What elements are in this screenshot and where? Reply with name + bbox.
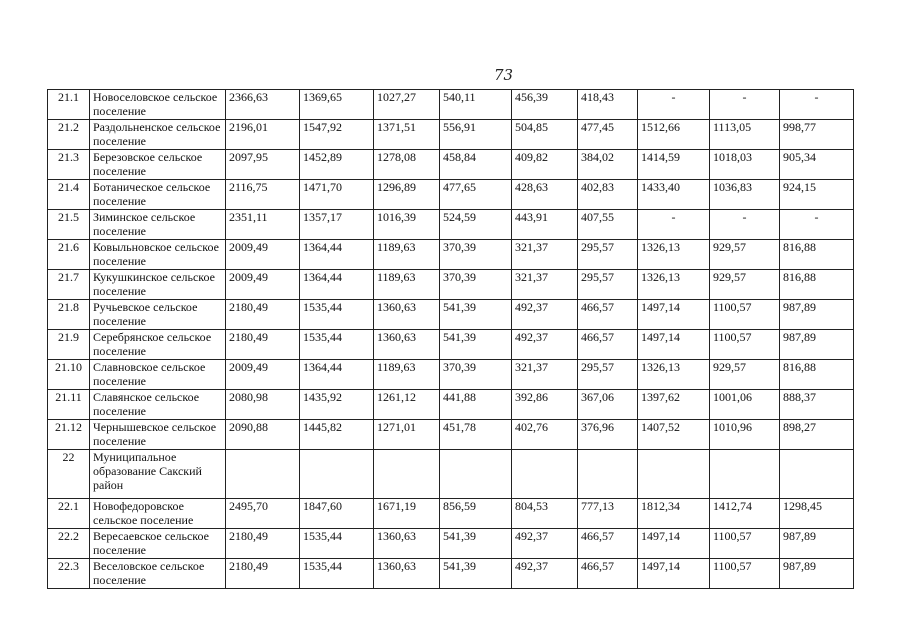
table-row <box>48 120 854 150</box>
table-row <box>48 270 854 300</box>
row-number: 21.4 <box>48 180 90 210</box>
table-row <box>48 330 854 360</box>
tariff-value-5: 443,91 <box>512 210 578 240</box>
tariff-value-1: 2351,11 <box>226 210 300 240</box>
tariff-value-5: 804,53 <box>512 499 578 529</box>
tariff-value-4: 477,65 <box>440 180 512 210</box>
table-row <box>48 90 854 120</box>
tariff-value-5: 402,76 <box>512 420 578 450</box>
tariff-value-4: 556,91 <box>440 120 512 150</box>
tariff-value-8: - <box>710 210 780 240</box>
row-number: 21.3 <box>48 150 90 180</box>
tariff-value-9: 987,89 <box>780 330 854 360</box>
tariff-value-2: 1535,44 <box>300 330 374 360</box>
tariff-value-5: 321,37 <box>512 360 578 390</box>
tariff-value-6: 376,96 <box>578 420 638 450</box>
settlement-name: Славновское сельское поселение <box>90 360 226 390</box>
settlement-name: Новофедоровское сельское поселение <box>90 499 226 529</box>
tariff-value-5: 321,37 <box>512 270 578 300</box>
tariff-value-5: 321,37 <box>512 240 578 270</box>
tariff-value-9: 905,34 <box>780 150 854 180</box>
tariff-value-1: 2180,49 <box>226 529 300 559</box>
tariff-value-8: 1036,83 <box>710 180 780 210</box>
tariff-value-1: 2009,49 <box>226 270 300 300</box>
table-row <box>48 420 854 450</box>
tariff-value-2: 1847,60 <box>300 499 374 529</box>
tariff-value-3: 1271,01 <box>374 420 440 450</box>
tariff-value-5: 504,85 <box>512 120 578 150</box>
tariff-value-7: 1407,52 <box>638 420 710 450</box>
tariff-value-1: 2196,01 <box>226 120 300 150</box>
tariff-value-2: 1535,44 <box>300 300 374 330</box>
tariff-value-8: 1010,96 <box>710 420 780 450</box>
tariff-value-1: 2116,75 <box>226 180 300 210</box>
tariff-value-6: 295,57 <box>578 270 638 300</box>
tariff-value-6: 384,02 <box>578 150 638 180</box>
tariff-value-4: 441,88 <box>440 390 512 420</box>
tariff-value-9: 816,88 <box>780 360 854 390</box>
tariff-value-5 <box>512 450 578 499</box>
tariff-value-4: 541,39 <box>440 559 512 589</box>
tariff-value-4: 458,84 <box>440 150 512 180</box>
tariff-value-1: 2080,98 <box>226 390 300 420</box>
tariff-value-5: 392,86 <box>512 390 578 420</box>
table-row <box>48 150 854 180</box>
tariff-value-1: 2180,49 <box>226 559 300 589</box>
tariff-value-7: 1497,14 <box>638 330 710 360</box>
tariff-value-2: 1547,92 <box>300 120 374 150</box>
tariff-value-4: 524,59 <box>440 210 512 240</box>
tariff-value-2: 1435,92 <box>300 390 374 420</box>
tariff-value-7: 1812,34 <box>638 499 710 529</box>
tariff-value-6: 466,57 <box>578 330 638 360</box>
tariff-value-3: 1027,27 <box>374 90 440 120</box>
tariff-value-9 <box>780 450 854 499</box>
tariff-value-6: 466,57 <box>578 529 638 559</box>
tariff-value-6 <box>578 450 638 499</box>
tariff-value-4: 541,39 <box>440 529 512 559</box>
settlement-name: Ручьевское сельское поселение <box>90 300 226 330</box>
table-row <box>48 360 854 390</box>
row-number: 21.11 <box>48 390 90 420</box>
row-number: 21.1 <box>48 90 90 120</box>
table-row <box>48 390 854 420</box>
tariff-value-4: 856,59 <box>440 499 512 529</box>
tariff-value-9: 1298,45 <box>780 499 854 529</box>
tariff-value-9: 816,88 <box>780 270 854 300</box>
tariff-value-7: 1497,14 <box>638 529 710 559</box>
row-number: 21.10 <box>48 360 90 390</box>
tariff-value-4: 541,39 <box>440 330 512 360</box>
tariff-value-7: 1497,14 <box>638 300 710 330</box>
tariff-value-1: 2180,49 <box>226 300 300 330</box>
settlement-name: Муниципальное образование Сакский район <box>90 450 226 499</box>
tariff-value-9: 987,89 <box>780 300 854 330</box>
tariff-value-3: 1371,51 <box>374 120 440 150</box>
tariff-value-1: 2180,49 <box>226 330 300 360</box>
tariff-value-6: 477,45 <box>578 120 638 150</box>
tariff-value-5: 492,37 <box>512 300 578 330</box>
tariff-value-1: 2366,63 <box>226 90 300 120</box>
settlement-name: Чернышевское сельское поселение <box>90 420 226 450</box>
tariff-value-9: 987,89 <box>780 529 854 559</box>
tariff-value-8: 1100,57 <box>710 529 780 559</box>
tariff-value-7: - <box>638 90 710 120</box>
tariff-value-3: 1360,63 <box>374 330 440 360</box>
tariff-value-2: 1364,44 <box>300 360 374 390</box>
settlement-name: Кукушкинское сельское поселение <box>90 270 226 300</box>
tariff-value-3: 1671,19 <box>374 499 440 529</box>
tariff-value-3: 1296,89 <box>374 180 440 210</box>
tariff-value-8: 929,57 <box>710 360 780 390</box>
tariff-value-6: 295,57 <box>578 240 638 270</box>
tariff-value-1: 2009,49 <box>226 240 300 270</box>
tariff-value-4: 540,11 <box>440 90 512 120</box>
tariff-value-3: 1360,63 <box>374 529 440 559</box>
table-row <box>48 529 854 559</box>
tariff-value-7: 1326,13 <box>638 270 710 300</box>
tariff-value-3: 1189,63 <box>374 270 440 300</box>
table-row <box>48 559 854 589</box>
tariff-value-1: 2495,70 <box>226 499 300 529</box>
tariff-value-4: 451,78 <box>440 420 512 450</box>
table-row <box>48 300 854 330</box>
row-number: 21.7 <box>48 270 90 300</box>
row-number: 22.3 <box>48 559 90 589</box>
tariff-value-8: 1100,57 <box>710 300 780 330</box>
tariff-value-1: 2090,88 <box>226 420 300 450</box>
tariff-value-2: 1535,44 <box>300 529 374 559</box>
tariff-value-2: 1364,44 <box>300 240 374 270</box>
tariff-value-6: 466,57 <box>578 559 638 589</box>
table-row <box>48 180 854 210</box>
tariff-value-7: - <box>638 210 710 240</box>
row-number: 22 <box>48 450 90 499</box>
tariff-value-4: 541,39 <box>440 300 512 330</box>
tariff-value-2: 1357,17 <box>300 210 374 240</box>
settlement-name: Серебрянское сельское поселение <box>90 330 226 360</box>
tariff-value-8: 1100,57 <box>710 330 780 360</box>
tariff-value-6: 295,57 <box>578 360 638 390</box>
tariff-value-7 <box>638 450 710 499</box>
tariff-value-2 <box>300 450 374 499</box>
tariff-value-1: 2097,95 <box>226 150 300 180</box>
row-number: 21.8 <box>48 300 90 330</box>
table-row <box>48 499 854 529</box>
tariff-value-9: 898,27 <box>780 420 854 450</box>
tariff-value-6: 418,43 <box>578 90 638 120</box>
tariff-value-9: 816,88 <box>780 240 854 270</box>
tariff-value-2: 1452,89 <box>300 150 374 180</box>
tariff-value-6: 466,57 <box>578 300 638 330</box>
tariff-value-3 <box>374 450 440 499</box>
tariff-value-7: 1326,13 <box>638 360 710 390</box>
tariff-value-5: 492,37 <box>512 559 578 589</box>
tariff-value-7: 1497,14 <box>638 559 710 589</box>
tariff-value-3: 1261,12 <box>374 390 440 420</box>
tariff-value-9: 888,37 <box>780 390 854 420</box>
row-number: 21.5 <box>48 210 90 240</box>
tariff-value-5: 428,63 <box>512 180 578 210</box>
tariff-value-6: 402,83 <box>578 180 638 210</box>
tariff-value-9: - <box>780 210 854 240</box>
table-body <box>48 90 854 589</box>
tariff-value-2: 1369,65 <box>300 90 374 120</box>
tariff-value-3: 1189,63 <box>374 360 440 390</box>
tariff-value-8: - <box>710 90 780 120</box>
tariff-value-5: 492,37 <box>512 330 578 360</box>
tariff-value-7: 1414,59 <box>638 150 710 180</box>
tariff-value-9: 998,77 <box>780 120 854 150</box>
settlement-name: Березовское сельское поселение <box>90 150 226 180</box>
tariff-value-3: 1360,63 <box>374 559 440 589</box>
tariff-value-8 <box>710 450 780 499</box>
tariff-value-5: 456,39 <box>512 90 578 120</box>
table-row <box>48 240 854 270</box>
settlement-name: Веселовское сельское поселение <box>90 559 226 589</box>
tariff-value-8: 929,57 <box>710 240 780 270</box>
tariff-value-8: 1113,05 <box>710 120 780 150</box>
tariff-value-5: 409,82 <box>512 150 578 180</box>
tariff-value-5: 492,37 <box>512 529 578 559</box>
tariff-value-6: 407,55 <box>578 210 638 240</box>
tariff-value-8: 1001,06 <box>710 390 780 420</box>
table-row <box>48 210 854 240</box>
tariff-value-2: 1535,44 <box>300 559 374 589</box>
tariff-value-4: 370,39 <box>440 360 512 390</box>
table-row <box>48 450 854 499</box>
tariff-value-1: 2009,49 <box>226 360 300 390</box>
tariff-value-4: 370,39 <box>440 240 512 270</box>
settlement-name: Вересаевское сельское поселение <box>90 529 226 559</box>
tariff-value-7: 1433,40 <box>638 180 710 210</box>
tariff-value-9: - <box>780 90 854 120</box>
row-number: 22.1 <box>48 499 90 529</box>
settlement-name: Раздольненское сельское поселение <box>90 120 226 150</box>
row-number: 21.2 <box>48 120 90 150</box>
tariff-value-3: 1278,08 <box>374 150 440 180</box>
tariff-value-9: 924,15 <box>780 180 854 210</box>
tariff-value-8: 1412,74 <box>710 499 780 529</box>
tariff-value-8: 929,57 <box>710 270 780 300</box>
tariff-value-3: 1360,63 <box>374 300 440 330</box>
tariff-value-7: 1512,66 <box>638 120 710 150</box>
tariff-value-3: 1016,39 <box>374 210 440 240</box>
tariff-value-3: 1189,63 <box>374 240 440 270</box>
tariff-value-8: 1100,57 <box>710 559 780 589</box>
tariff-value-9: 987,89 <box>780 559 854 589</box>
settlement-name: Зиминское сельское поселение <box>90 210 226 240</box>
settlement-name: Славянское сельское поселение <box>90 390 226 420</box>
tariff-value-8: 1018,03 <box>710 150 780 180</box>
tariff-value-4: 370,39 <box>440 270 512 300</box>
settlement-name: Новоселовское сельское поселение <box>90 90 226 120</box>
settlement-name: Ботаническое сельское поселение <box>90 180 226 210</box>
row-number: 22.2 <box>48 529 90 559</box>
tariff-value-6: 367,06 <box>578 390 638 420</box>
tariff-value-1 <box>226 450 300 499</box>
tariff-value-7: 1326,13 <box>638 240 710 270</box>
tariff-value-6: 777,13 <box>578 499 638 529</box>
tariff-table <box>47 89 854 589</box>
page-number: 73 <box>494 66 514 84</box>
tariff-value-7: 1397,62 <box>638 390 710 420</box>
row-number: 21.12 <box>48 420 90 450</box>
tariff-value-2: 1471,70 <box>300 180 374 210</box>
row-number: 21.9 <box>48 330 90 360</box>
row-number: 21.6 <box>48 240 90 270</box>
tariff-value-2: 1364,44 <box>300 270 374 300</box>
tariff-value-4 <box>440 450 512 499</box>
tariff-value-2: 1445,82 <box>300 420 374 450</box>
settlement-name: Ковыльновское сельское поселение <box>90 240 226 270</box>
